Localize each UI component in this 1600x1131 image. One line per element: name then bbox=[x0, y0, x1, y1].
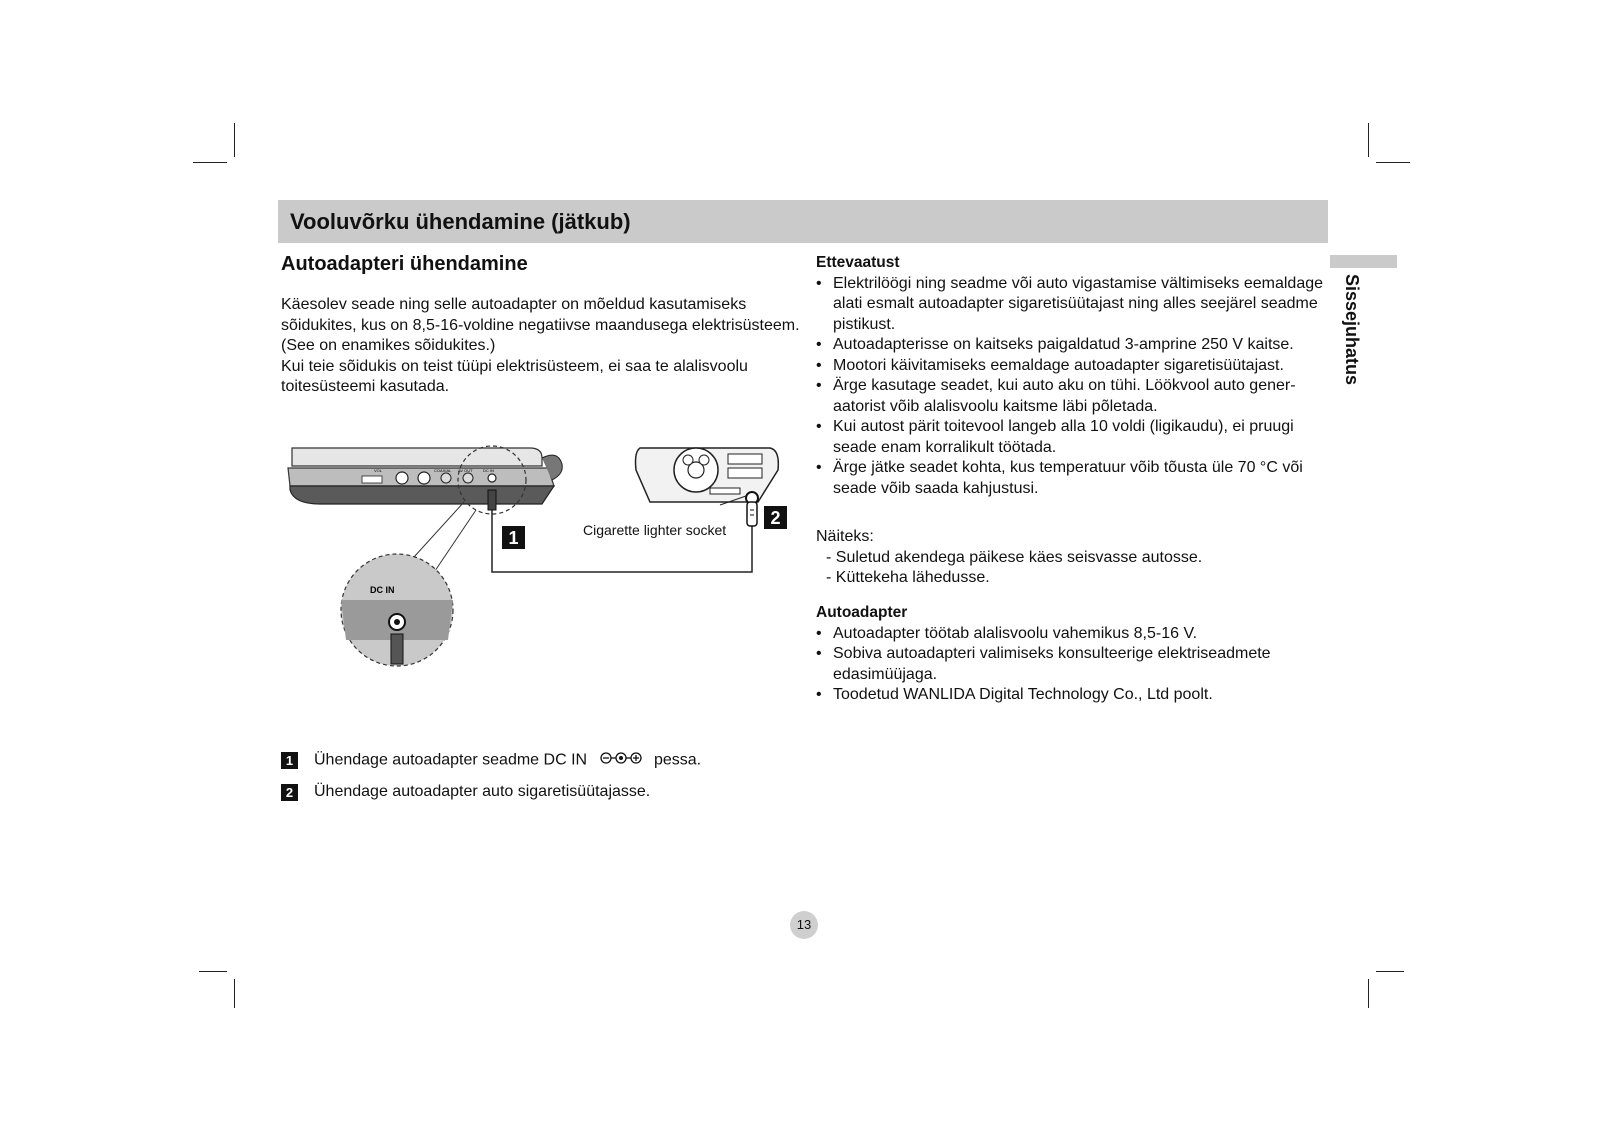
dc-in-label: DC IN bbox=[370, 585, 395, 595]
crop-mark bbox=[1368, 123, 1369, 157]
crop-mark bbox=[199, 971, 227, 972]
title-bar bbox=[278, 200, 1328, 243]
connection-illustration bbox=[280, 440, 800, 690]
list-item: • Autoadapter töötab alalisvoolu vahemikus 8,5-16 V. bbox=[816, 624, 1198, 642]
list-item: • Mootori käivitamiseks eemaldage autoadapter sigaretisüütajast. bbox=[816, 356, 1284, 374]
adapter-heading: Autoadapter bbox=[816, 604, 908, 621]
list-item: • Ärge kasutage seadet, kui auto aku on tühi. Löökvool auto gener-aatorist võib alalisvoolu kaitsme läbi põletada. bbox=[816, 377, 1296, 415]
list-item: - Küttekeha lähedusse. bbox=[826, 569, 990, 586]
crop-mark bbox=[1368, 979, 1369, 1008]
step-text: pessa. bbox=[653, 751, 702, 769]
player-label: DC IN bbox=[483, 468, 494, 473]
crop-mark bbox=[234, 979, 235, 1008]
page-title: Vooluvõrku ühendamine (jätkub) bbox=[290, 209, 631, 234]
dvd-player-drawing bbox=[288, 448, 562, 504]
car-adapter-diagram bbox=[280, 440, 800, 690]
section-heading: Autoadapteri ühendamine bbox=[281, 253, 528, 275]
list-item: • Kui autost pärit toitevool langeb alla 10 voldi (ligikaudu), ei pruugi seade enam korralikult töötada. bbox=[816, 418, 1294, 456]
crop-mark bbox=[234, 123, 235, 157]
crop-mark bbox=[1376, 162, 1410, 163]
list-item: • Ärge jätke seadet kohta, kus temperatuur võib tõusta üle 70 °C või seade võib saada kahjustusi. bbox=[816, 459, 1303, 497]
examples-label: Näiteks: bbox=[816, 528, 874, 545]
dc-in-zoom-detail bbox=[341, 554, 453, 666]
marker-1: 1 bbox=[508, 528, 519, 548]
cigarette-lighter-label: Cigarette lighter socket bbox=[583, 522, 727, 538]
examples-section bbox=[816, 527, 1336, 589]
step-text: Ühendage autoadapter auto sigaretisüütajasse. bbox=[314, 783, 651, 800]
adapter-section bbox=[816, 603, 1336, 706]
list-item: • Elektrilöögi ning seadme või auto vigastamise vältimiseks eemaldage alati esmalt autoadapter sigaretisüütajast ning alles seejärel seadme pistikust. bbox=[816, 274, 1324, 333]
caution-heading: Ettevaatust bbox=[816, 254, 900, 271]
intro-paragraph: Kui teie sõidukis on teist tüüpi elektrisüsteem, ei saa te alalisvoolu toitesüsteemi kasutada. bbox=[281, 357, 748, 395]
side-tab-marker bbox=[1330, 255, 1397, 268]
player-label: VOL bbox=[374, 468, 383, 473]
step-number: 2 bbox=[281, 784, 298, 801]
list-item: • Autoadapterisse on kaitseks paigaldatud 3-amprine 250 V kaitse. bbox=[816, 336, 1294, 353]
side-tab-label: Sissejuhatus bbox=[1342, 274, 1362, 386]
crop-mark bbox=[193, 162, 227, 163]
intro-text bbox=[281, 295, 801, 398]
step-number: 1 bbox=[281, 752, 298, 769]
list-item: - Suletud akendega päikese käes seisvasse autosse. bbox=[826, 548, 1203, 566]
crop-mark bbox=[1376, 971, 1404, 972]
steps-list bbox=[281, 751, 801, 815]
player-label: AV OUT bbox=[458, 468, 473, 473]
list-item: • Toodetud WANLIDA Digital Technology Co., Ltd poolt. bbox=[816, 686, 1213, 703]
marker-2: 2 bbox=[770, 508, 781, 528]
step-item bbox=[281, 751, 801, 771]
player-label: COAXIAL bbox=[434, 468, 452, 473]
page-number: 13 bbox=[790, 911, 818, 939]
dc-polarity-icon bbox=[600, 751, 642, 770]
intro-paragraph: Käesolev seade ning selle autoadapter on mõeldud kasutamiseks sõidukites, kus on 8,5-16-voldine negatiivse maandusega elektrisüsteem. (See on enamikes sõidukites.) bbox=[281, 296, 800, 354]
caution-section bbox=[816, 253, 1336, 499]
step-text: Ühendage autoadapter seadme DC IN bbox=[314, 751, 588, 769]
step-item bbox=[281, 783, 801, 803]
list-item: • Sobiva autoadapteri valimiseks konsulteerige elektriseadmete edasimüüjaga. bbox=[816, 645, 1271, 683]
